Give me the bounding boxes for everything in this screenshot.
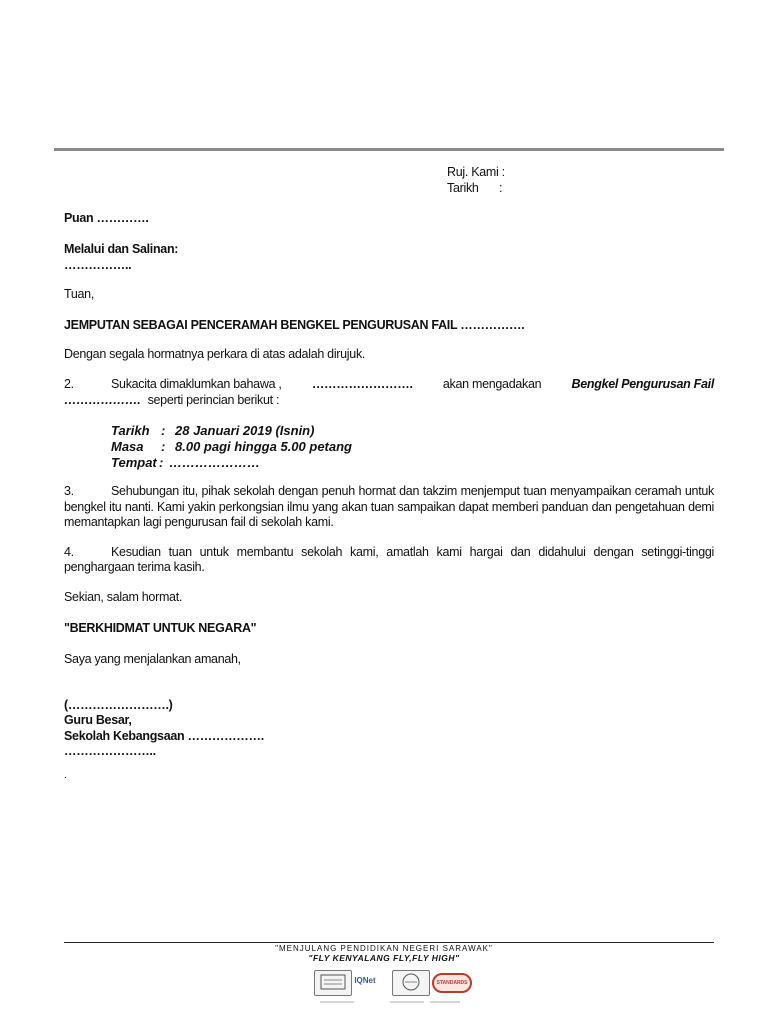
para2-line-1 [111, 377, 714, 391]
header-rule [54, 148, 724, 151]
via-label: Melalui dan Salinan: [64, 242, 179, 256]
footer-tagline: "FLY KENYALANG FLY,FLY HIGH" [308, 953, 460, 963]
stray-dot: . [64, 770, 67, 781]
footer-rule [64, 942, 714, 943]
ref-label: Ruj. Kami : [447, 165, 505, 179]
certification-logo-1 [314, 970, 352, 996]
para3-number: 3. [64, 484, 74, 498]
detail-value: 8.00 pagi hingga 5.00 petang [175, 439, 352, 454]
trust-line: Saya yang menjalankan amanah, [64, 652, 241, 666]
detail-colon: : [159, 455, 164, 470]
iqnet-logo-text: IQNet [354, 976, 376, 985]
motto: "BERKHIDMAT UNTUK NEGARA" [64, 621, 257, 635]
detail-row-date [111, 423, 314, 438]
detail-label: Tempat [111, 455, 157, 470]
para2-workshop-name: Bengkel Pengurusan Fail [571, 377, 714, 391]
footer-slogan: "MENJULANG PENDIDIKAN NEGERI SARAWAK" [275, 944, 493, 953]
detail-colon: : [161, 423, 166, 438]
signature-name: (…………………….) [64, 698, 173, 712]
standards-oval [432, 973, 472, 993]
para3-line-3: memantapkan lagi pengurusan fail di sekolah kami. [64, 515, 334, 529]
para2-organizer-dots: ……………………. [311, 377, 413, 391]
logo-captions [320, 1000, 470, 1006]
paragraph-1: Dengan segala hormatnya perkara di atas adalah dirujuk. [64, 347, 366, 361]
para2-number: 2. [64, 377, 74, 391]
signature-title: Guru Besar, [64, 713, 132, 727]
via-value: …………….. [64, 258, 132, 272]
signature-extra: ………………….. [64, 744, 156, 758]
para2-text-c: seperti perincian berikut : [147, 393, 280, 407]
detail-label: Tarikh [111, 423, 150, 438]
para2-text-b: akan mengadakan [442, 377, 542, 391]
para2-text-a: Sukacita dimaklumkan bahawa , [111, 377, 282, 391]
detail-label: Masa [111, 439, 144, 454]
detail-value: 28 Januari 2019 (Isnin) [175, 423, 315, 438]
badge-icon [315, 971, 351, 995]
date-colon: : [499, 181, 503, 195]
para4-number: 4. [64, 545, 74, 559]
badge-icon [393, 971, 429, 995]
detail-row-place [111, 455, 260, 470]
date-label: Tarikh [447, 181, 479, 195]
para4-line-1: Kesudian tuan untuk membantu sekolah kami, amatlah kami hargai dan didahului dengan setinggi-tinggi [111, 545, 714, 559]
subject-line: JEMPUTAN SEBAGAI PENCERAMAH BENGKEL PENGURUSAN FAIL ……………. [64, 318, 525, 332]
para2-line-2 [64, 393, 279, 407]
standards-logo-text: STANDARDS [436, 980, 468, 986]
standards-logo [432, 970, 472, 994]
detail-colon: : [161, 439, 166, 454]
detail-value: ………………… [169, 455, 260, 470]
certification-logo-2 [392, 970, 430, 996]
recipient: Puan …………. [64, 211, 149, 225]
salutation: Tuan, [64, 287, 95, 301]
para4-line-2: penghargaan terima kasih. [64, 560, 205, 574]
iqnet-logo [350, 970, 380, 994]
detail-row-time [111, 439, 352, 454]
para2-workshop-dots: ………………. [64, 393, 141, 407]
signature-school: Sekolah Kebangsaan ………………. [64, 729, 264, 743]
para3-line-1: Sehubungan itu, pihak sekolah dengan penuh hormat dan takzim menjemput tuan menyampaikan ceramah untuk [111, 484, 714, 498]
para3-line-2: bengkel itu nanti. Kami yakin perkongsian ilmu yang akan tuan sampaikan dapat memberi panduan dan pengetahuan demi [64, 500, 714, 514]
closing: Sekian, salam hormat. [64, 590, 183, 604]
